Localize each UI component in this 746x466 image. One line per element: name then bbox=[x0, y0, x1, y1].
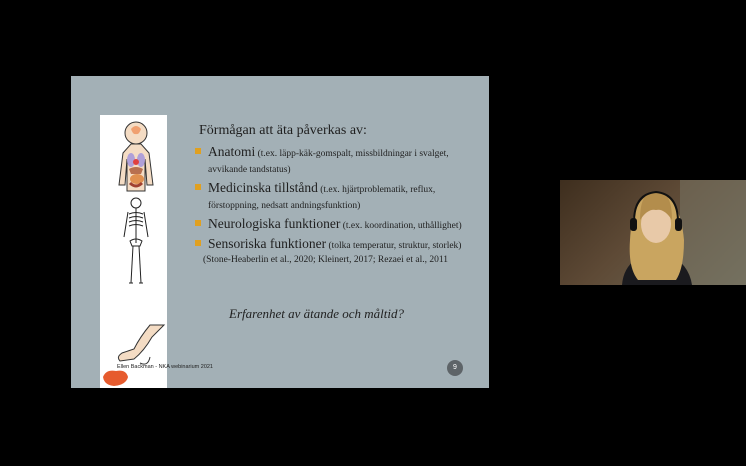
bullet-marker-icon bbox=[195, 220, 201, 226]
bullet-detail: (t.ex. läpp-käk-gomspalt, missbildningar i svalget, avvikande tandstatus) bbox=[208, 149, 449, 175]
presenter-video-feed bbox=[622, 180, 746, 285]
question-text: Erfarenhet av ätande och måltid? bbox=[229, 306, 404, 321]
finger-touch-icon bbox=[103, 325, 164, 386]
bullet-list bbox=[195, 145, 485, 257]
webcam-video-feed bbox=[560, 180, 746, 285]
presentation-slide bbox=[71, 76, 489, 388]
bullet-detail: (t.ex. hjärtproblematik, reflux, förstoppning, nedsatt andningsfunktion) bbox=[208, 185, 436, 211]
bullet-title: Sensoriska funktioner bbox=[208, 236, 327, 251]
bullet-detail: (tolka temperatur, struktur, storlek) bbox=[326, 241, 462, 251]
slide-heading: Förmågan att äta påverkas av: bbox=[199, 123, 367, 138]
bullet-marker-icon bbox=[195, 184, 201, 190]
bullet-item bbox=[195, 237, 485, 253]
slide-footer: Ellen Backman - NKA webinarium 2021 bbox=[117, 364, 213, 370]
bullet-title: Neurologiska funktioner bbox=[208, 216, 341, 231]
illustration-column bbox=[100, 115, 167, 388]
page-number-badge: 9 bbox=[447, 360, 463, 376]
references-text: (Stone-Heaberlin et al., 2020; Kleinert, 2017; Rezaei et al., 2011 bbox=[203, 255, 448, 265]
bullet-item bbox=[195, 217, 485, 233]
bullet-marker-icon bbox=[195, 148, 201, 154]
bullet-title: Anatomi bbox=[208, 144, 256, 159]
bullet-marker-icon bbox=[195, 240, 201, 246]
skeleton-icon bbox=[124, 198, 148, 283]
human-organs-icon bbox=[119, 122, 153, 191]
bullet-item bbox=[195, 145, 485, 177]
bullet-detail: (t.ex. koordination, uthållighet) bbox=[340, 221, 462, 231]
bullet-item bbox=[195, 181, 485, 213]
bullet-title: Medicinska tillstånd bbox=[208, 180, 318, 195]
